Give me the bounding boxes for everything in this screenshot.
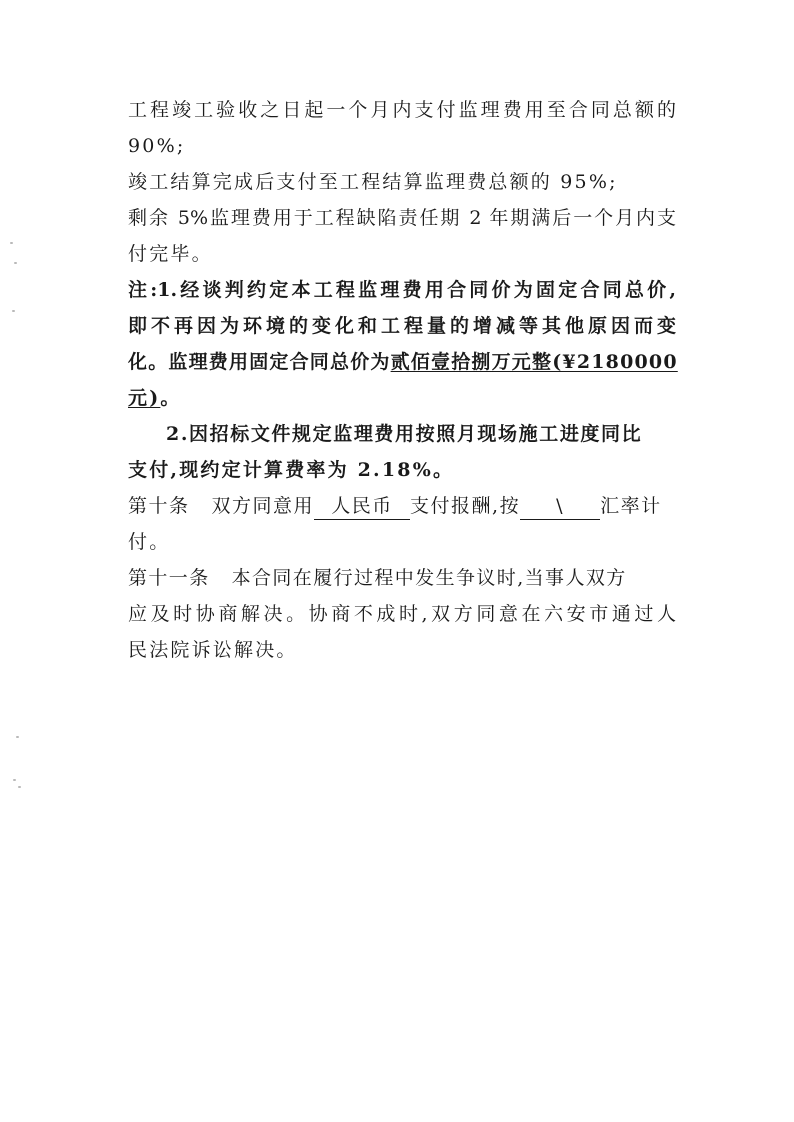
payment-line-1: 工程竣工验收之日起一个月内支付监理费用至合同总额的	[128, 99, 676, 121]
article-11-line-2: 应及时协商解决。协商不成时,双方同意在六安市通过人	[128, 603, 676, 625]
article-10-text-mid: 支付报酬,按	[410, 495, 521, 517]
article-11-text: 本合同在履行过程中发生争议时,当事人双方	[231, 567, 627, 589]
payment-line-5: 付完毕。	[128, 243, 213, 265]
article-11-number: 第十一条	[128, 567, 210, 589]
article-10-line-2: 付。	[128, 531, 171, 553]
contract-amount: 贰佰壹拾捌万元整(¥2180000	[390, 351, 678, 373]
article-11-line-3: 民法院诉讼解决。	[128, 639, 298, 661]
payment-line-4: 剩余 5%监理费用于工程缺陷责任期 2 年期满后一个月内支	[128, 207, 676, 229]
note-line-2: 即不再因为环境的变化和工程量的增减等其他原因而变	[128, 315, 676, 337]
currency-blank: 人民币	[314, 493, 410, 520]
article-10-line-1	[128, 488, 676, 524]
article-10-text-post: 汇率计	[600, 495, 662, 517]
note-line-3	[128, 344, 676, 380]
article-10-number: 第十条	[128, 495, 190, 517]
payment-line-2: 90%;	[128, 135, 186, 157]
rate-blank: \	[520, 493, 600, 520]
note-line-4	[128, 380, 676, 416]
document-body	[128, 92, 676, 668]
article-11-line-1	[128, 560, 676, 596]
contract-amount-end: 元)	[128, 387, 161, 409]
note-line-1: 注:1.经谈判约定本工程监理费用合同价为固定合同总价,	[128, 279, 676, 301]
note-item-2-line-2: 支付,现约定计算费率为 2.18%。	[128, 459, 455, 481]
note-line-4-text: 。	[160, 387, 182, 409]
article-10-text-pre: 双方同意用	[211, 495, 315, 517]
note-line-3-text: 化。监理费用固定合同总价为	[128, 351, 391, 373]
note-item-2-line-1: 2.因招标文件规定监理费用按照月现场施工进度同比	[166, 423, 643, 445]
payment-line-3: 竣工结算完成后支付至工程结算监理费总额的 95%;	[128, 171, 618, 193]
